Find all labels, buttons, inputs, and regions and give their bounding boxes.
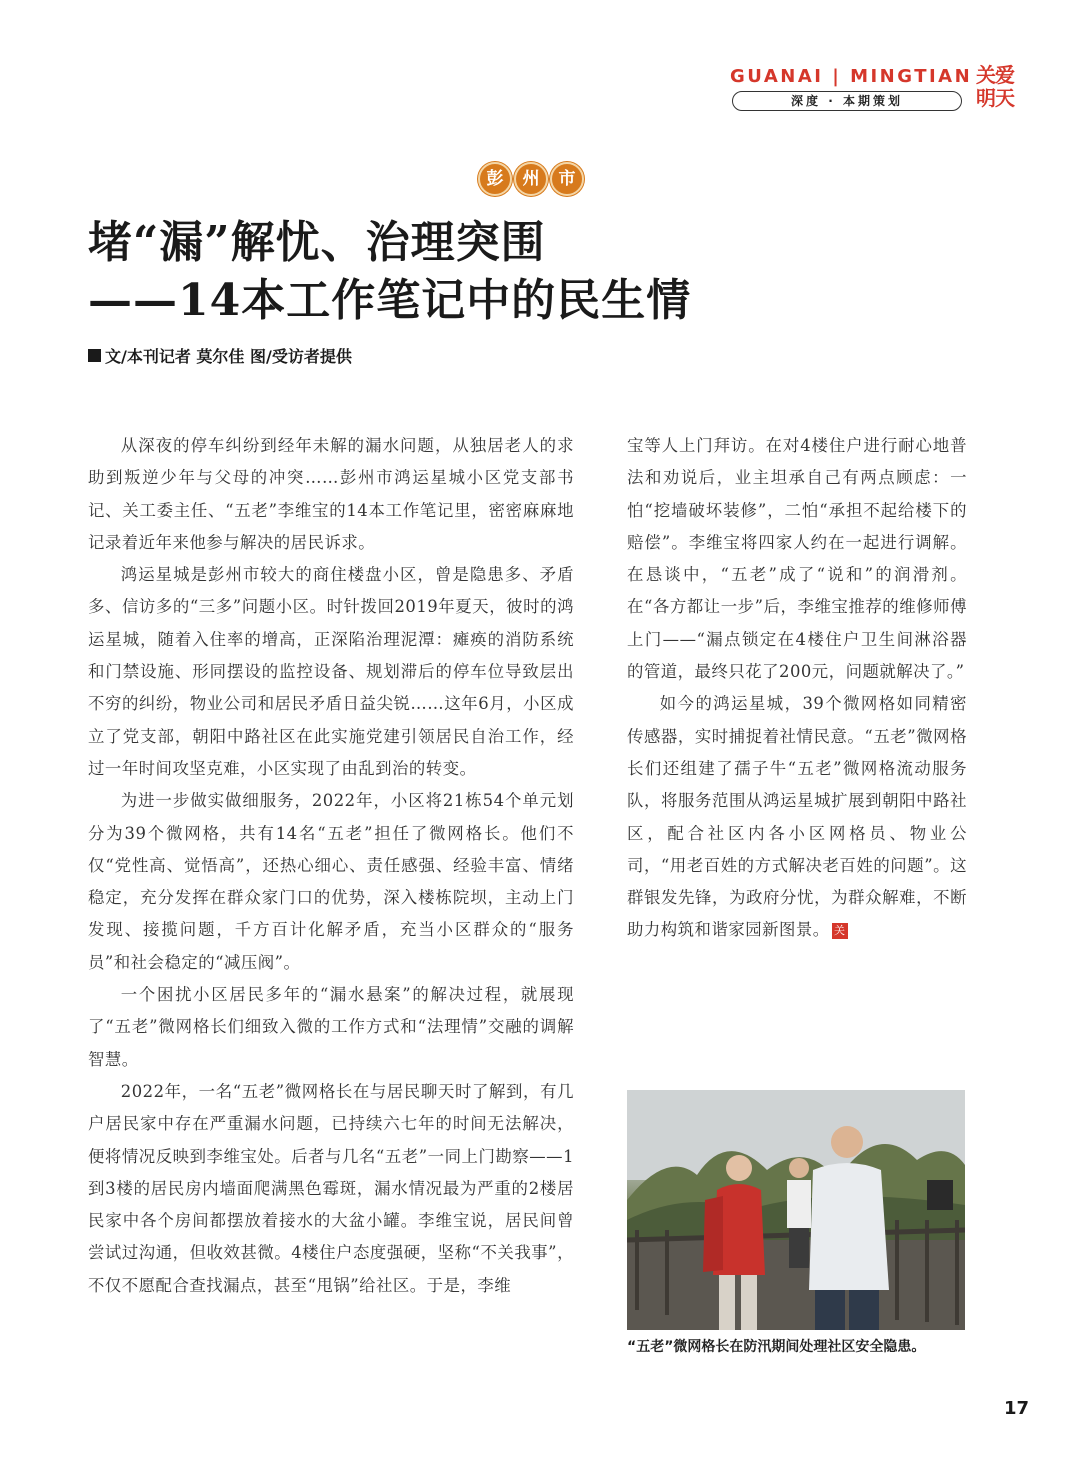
paragraph: 鸿运星城是彭州市较大的商住楼盘小区，曾是隐患多、矛盾多、信访多的“三多”问题小区。时针拨回2019年夏天，彼时的鸿运星城，随着入住率的增高，正深陷治理泥潭：瘫痪的消防系统和门禁设施、形同摆设的监控设备、规划滞后的停车位导致层出不穷的纠纷，物业公司和居民矛盾日益尖锐……这年6月，小区成立了党支部，朝阳中路社区在此实施党建引领居民自治工作，经过一年时间攻坚克难，小区实现了由乱到治的转变。 <box>88 565 574 778</box>
paragraph-continued: 宝等人上门拜访。在对4楼住户进行耐心地普法和劝说后，业主坦承自己有两点顾虑：一怕“挖墙破坏装修”，二怕“承担不起给楼下的赔偿”。李维宝将四家人约在一起进行调解。在恳谈中，“五老”成了“说和”的润滑剂。在“各方都让一步”后，李维宝推荐的维修师傅上门——“漏点锁定在4楼住户卫生间淋浴器的管道，最终只花了200元，问题就解决了。” <box>627 436 967 682</box>
page-number: 17 <box>1004 1398 1030 1419</box>
article-title <box>88 214 988 330</box>
paragraph-text: 如今的鸿运星城，39个微网格如同精密传感器，实时捕捉着社情民意。“五老”微网格长们还组建了孺子牛“五老”微网格流动服务队，将服务范围从鸿运星城扩展到朝阳中路社区，配合社区内各小区网格员、物业公司，“用老百姓的方式解决老百姓的问题”。这群银发先锋，为政府分忧，为群众解难，不断助力构筑和谐家园新图景。 <box>627 694 967 940</box>
byline-text: 文/本刊记者 莫尔佳 图/受访者提供 <box>105 347 352 366</box>
photo-illustration <box>627 1090 965 1330</box>
article-photo <box>627 1090 965 1330</box>
logo-line2: 明天 <box>976 86 1014 110</box>
section-label: 深度 · 本期策划 <box>732 91 962 111</box>
photo-caption: “五老”微网格长在防汛期间处理社区安全隐患。 <box>627 1339 926 1355</box>
byline <box>88 344 352 367</box>
region-tag-char: 州 <box>514 162 548 196</box>
logo-line1: 关爱 <box>976 63 1014 87</box>
paragraph: 为进一步做实做细服务，2022年，小区将21栋54个单元划分为39个微网格，共有14名“五老”担任了微网格长。他们不仅“党性高、觉悟高”，还热心细心、责任感强、经验丰富、情绪稳定，充分发挥在群众家门口的优势，深入楼栋院坝，主动上门发现、接揽问题，千方百计化解矛盾，充当小区群众的“服务员”和社会稳定的“减压阀”。 <box>88 791 574 972</box>
paragraph: 一个困扰小区居民多年的“漏水悬案”的解决过程，就展现了“五老”微网格长们细致入微的工作方式和“法理情”交融的调解智慧。 <box>88 985 574 1069</box>
title-line2: ——14本工作笔记中的民生情 <box>88 275 692 326</box>
brand-logo <box>976 64 1020 110</box>
square-bullet-icon <box>88 349 101 362</box>
end-mark-icon: 关 <box>832 923 848 939</box>
article-column-right <box>627 430 967 947</box>
article-column-left <box>88 430 574 1302</box>
masthead <box>730 64 1030 124</box>
paragraph: 从深夜的停车纠纷到经年未解的漏水问题，从独居老人的求助到叛逆少年与父母的冲突……彭州市鸿运星城小区党支部书记、关工委主任、“五老”李维宝的14本工作笔记里，密密麻麻地记录着近年来他参与解决的居民诉求。 <box>88 436 574 552</box>
region-tag-char: 彭 <box>478 162 512 196</box>
region-tag-char: 市 <box>550 162 584 196</box>
region-tag <box>478 162 584 196</box>
title-line1: 堵“漏”解忧、治理突围 <box>88 217 546 268</box>
paragraph: 2022年，一名“五老”微网格长在与居民聊天时了解到，有几户居民家中存在严重漏水问题，已持续六七年的时间无法解决，便将情况反映到李维宝处。后者与几名“五老”一同上门勘察——1到3楼的居民房内墙面爬满黑色霉斑，漏水情况最为严重的2楼居民家中各个房间都摆放着接水的大盆小罐。李维宝说，居民间曾尝试过沟通，但收效甚微。4楼住户态度强硬，坚称“不关我事”，不仅不愿配合查找漏点，甚至“甩锅”给社区。于是，李维 <box>88 1081 574 1295</box>
brand-english: GUANAI | MINGTIAN <box>730 66 973 87</box>
paragraph <box>627 688 967 946</box>
